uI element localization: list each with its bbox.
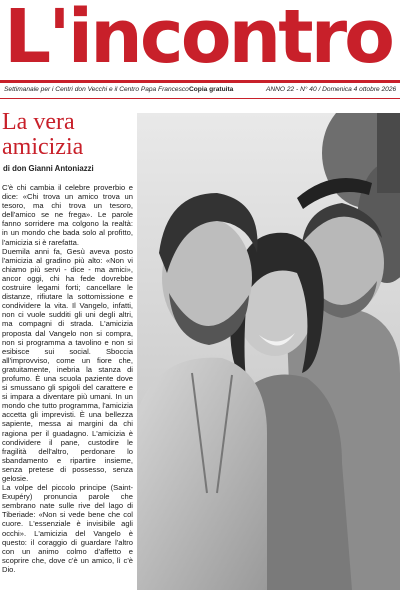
- article-headline: La vera amicizia: [2, 109, 84, 160]
- article-byline: di don Gianni Antoniazzi: [3, 164, 94, 173]
- issue-info: ANNO 22 - N° 40 / Domenica 4 ottobre 2026: [266, 86, 397, 93]
- subline-rule: [0, 98, 400, 99]
- masthead: [0, 0, 400, 80]
- masthead-rule: [0, 80, 400, 83]
- free-copy-label: Copia gratuita: [189, 86, 234, 93]
- article-paragraph: C'è chi cambia il celebre proverbio e dice: «Chi trova un amico trova un tesoro, ma chi trova un tesoro, dell'amico se ne frega». Le parole fanno sorridere ma colgono la realtà: in un mondo che bada solo al profitto, l'amicizia si è rarefatta.: [2, 183, 133, 247]
- masthead-subline: [0, 84, 400, 96]
- article-paragraph: Duemila anni fa, Gesù aveva posto l'amicizia al gradino più alto: «Non vi chiamo più servi - dice - ma amici», ancor oggi, chi ha fede dovrebbe costruire legami forti; cancellare le distanze, rifiutare la sottomissione e condividere la vita. Il Vangelo, infatti, non ci vuole sudditi gli uni degli altri, ma compagni di strada. L'amicizia proposta dal Vangelo non si compra, non si programma a tavolino e non si esibisce sui social. Sboccia all'improvviso, come un fiore che, gratuitamente, inebria la stanza di profumo. È una scuola paziente dove si smussano gli spigoli del carattere e si impara a diventare più umani. In un mondo che tutto programma, l'amicizia accetta gli imprevisti. È una bellezza sapiente, messa ai margini da chi ragiona per il guadagno. L'amicizia è condividere il pane, custodire le fragilità dell'altro, perdonare lo sbandamento e ripartire insieme, senza pretese di possesso, senza gelosie.: [2, 246, 133, 483]
- newspaper-tagline: Settimanale per i Centri don Vecchi e il Centro Papa Francesco: [4, 86, 189, 93]
- article-paragraph: La volpe del piccolo principe (Saint-Exupéry) pronuncia parole che sembrano nate sulle rive del lago di Tiberiade: «Non si vede bene che col cuore. L'essenziale è invisibile agli occhi». L'amicizia del Vangelo è questo: il coraggio di guardare l'altro con un animo colmo d'affetto e scoprire che, dove c'è un amico, lì c'è Dio.: [2, 483, 133, 574]
- newspaper-title: L'incontro: [4, 0, 392, 80]
- friends-photo: [137, 113, 400, 590]
- friends-photo-image: [137, 113, 400, 590]
- article-body: [2, 183, 133, 574]
